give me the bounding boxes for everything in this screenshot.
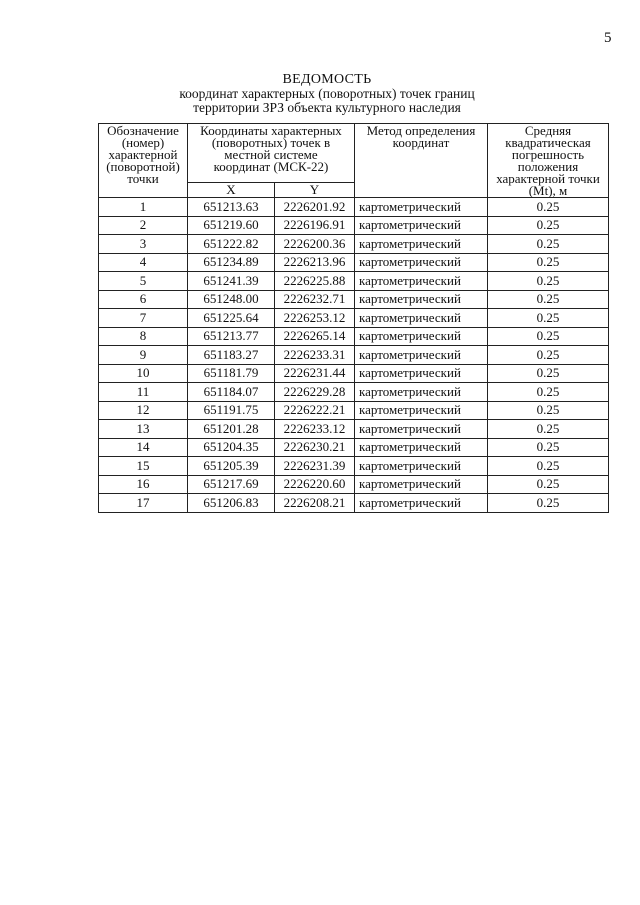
cell-coordinate-y: 2226230.21 [275, 438, 355, 457]
cell-method: картометрический [355, 346, 488, 365]
cell-point-number: 16 [99, 475, 188, 494]
cell-coordinate-x: 651201.28 [188, 420, 275, 439]
table-row [99, 327, 609, 346]
table-row [99, 253, 609, 272]
cell-coordinate-y: 2226225.88 [275, 272, 355, 291]
cell-coordinate-y: 2226233.12 [275, 420, 355, 439]
cell-method: картометрический [355, 309, 488, 328]
header-accuracy: Средняя квадратическая погрешность положения характерной точки (Mt), м [488, 124, 609, 198]
cell-coordinate-x: 651206.83 [188, 494, 275, 513]
cell-accuracy: 0.25 [488, 364, 609, 383]
table-row [99, 272, 609, 291]
cell-coordinate-x: 651234.89 [188, 253, 275, 272]
cell-point-number: 2 [99, 216, 188, 235]
table-row [99, 290, 609, 309]
cell-method: картометрический [355, 457, 488, 476]
cell-point-number: 8 [99, 327, 188, 346]
table-row [99, 364, 609, 383]
cell-accuracy: 0.25 [488, 327, 609, 346]
cell-accuracy: 0.25 [488, 438, 609, 457]
cell-point-number: 1 [99, 198, 188, 217]
cell-method: картометрический [355, 290, 488, 309]
document-title: ВЕДОМОСТЬ [282, 72, 372, 87]
document-subtitle-line-2: территории ЗРЗ объекта культурного наследия [193, 100, 461, 115]
cell-coordinate-x: 651184.07 [188, 383, 275, 402]
cell-coordinate-x: 651213.63 [188, 198, 275, 217]
cell-accuracy: 0.25 [488, 420, 609, 439]
cell-point-number: 7 [99, 309, 188, 328]
cell-point-number: 14 [99, 438, 188, 457]
cell-coordinate-y: 2226265.14 [275, 327, 355, 346]
cell-coordinate-y: 2226220.60 [275, 475, 355, 494]
cell-coordinate-y: 2226222.21 [275, 401, 355, 420]
cell-coordinate-x: 651213.77 [188, 327, 275, 346]
cell-method: картометрический [355, 253, 488, 272]
cell-method: картометрический [355, 401, 488, 420]
table-row [99, 235, 609, 254]
cell-method: картометрический [355, 216, 488, 235]
cell-point-number: 3 [99, 235, 188, 254]
cell-method: картометрический [355, 235, 488, 254]
header-y: Y [275, 183, 355, 198]
cell-coordinate-x: 651248.00 [188, 290, 275, 309]
document-heading [0, 73, 640, 115]
table-row [99, 494, 609, 513]
table-row [99, 420, 609, 439]
table-row [99, 383, 609, 402]
table-row [99, 401, 609, 420]
cell-coordinate-y: 2226208.21 [275, 494, 355, 513]
cell-coordinate-y: 2226231.39 [275, 457, 355, 476]
cell-coordinate-y: 2226196.91 [275, 216, 355, 235]
cell-coordinate-x: 651204.35 [188, 438, 275, 457]
document-subtitle-line-1: координат характерных (поворотных) точек границ [179, 86, 475, 101]
cell-coordinate-x: 651183.27 [188, 346, 275, 365]
cell-point-number: 15 [99, 457, 188, 476]
cell-point-number: 10 [99, 364, 188, 383]
table-row [99, 216, 609, 235]
cell-method: картометрический [355, 383, 488, 402]
cell-accuracy: 0.25 [488, 494, 609, 513]
cell-accuracy: 0.25 [488, 457, 609, 476]
cell-accuracy: 0.25 [488, 346, 609, 365]
header-method: Метод определения координат [355, 124, 488, 198]
cell-coordinate-x: 651241.39 [188, 272, 275, 291]
cell-method: картометрический [355, 420, 488, 439]
table-row [99, 198, 609, 217]
cell-accuracy: 0.25 [488, 475, 609, 494]
page-number: 5 [604, 30, 612, 46]
cell-coordinate-y: 2226201.92 [275, 198, 355, 217]
cell-method: картометрический [355, 272, 488, 291]
cell-point-number: 6 [99, 290, 188, 309]
table-body [99, 198, 609, 513]
cell-accuracy: 0.25 [488, 401, 609, 420]
cell-accuracy: 0.25 [488, 198, 609, 217]
cell-coordinate-x: 651205.39 [188, 457, 275, 476]
cell-point-number: 11 [99, 383, 188, 402]
header-point-designation: Обозначение (номер) характерной (поворотной) точки [99, 124, 188, 198]
table-row [99, 457, 609, 476]
table-row [99, 346, 609, 365]
cell-accuracy: 0.25 [488, 253, 609, 272]
table-row [99, 475, 609, 494]
cell-method: картометрический [355, 438, 488, 457]
cell-point-number: 17 [99, 494, 188, 513]
table-row [99, 309, 609, 328]
cell-coordinate-y: 2226231.44 [275, 364, 355, 383]
cell-point-number: 4 [99, 253, 188, 272]
cell-method: картометрический [355, 475, 488, 494]
cell-point-number: 12 [99, 401, 188, 420]
cell-coordinate-y: 2226200.36 [275, 235, 355, 254]
cell-coordinate-x: 651219.60 [188, 216, 275, 235]
cell-accuracy: 0.25 [488, 290, 609, 309]
cell-accuracy: 0.25 [488, 309, 609, 328]
cell-method: картометрический [355, 327, 488, 346]
cell-method: картометрический [355, 198, 488, 217]
cell-accuracy: 0.25 [488, 272, 609, 291]
cell-coordinate-y: 2226233.31 [275, 346, 355, 365]
cell-point-number: 13 [99, 420, 188, 439]
cell-coordinate-x: 651217.69 [188, 475, 275, 494]
cell-point-number: 9 [99, 346, 188, 365]
cell-accuracy: 0.25 [488, 235, 609, 254]
cell-accuracy: 0.25 [488, 216, 609, 235]
cell-coordinate-x: 651191.75 [188, 401, 275, 420]
cell-method: картометрический [355, 494, 488, 513]
table-row [99, 438, 609, 457]
cell-coordinate-x: 651222.82 [188, 235, 275, 254]
cell-coordinate-y: 2226253.12 [275, 309, 355, 328]
cell-accuracy: 0.25 [488, 383, 609, 402]
cell-coordinate-y: 2226229.28 [275, 383, 355, 402]
cell-method: картометрический [355, 364, 488, 383]
cell-coordinate-y: 2226213.96 [275, 253, 355, 272]
table-header-row [99, 124, 609, 183]
cell-coordinate-x: 651181.79 [188, 364, 275, 383]
cell-coordinate-y: 2226232.71 [275, 290, 355, 309]
cell-point-number: 5 [99, 272, 188, 291]
coordinates-table [98, 123, 609, 513]
header-x: X [188, 183, 275, 198]
header-coordinates: Координаты характерных (поворотных) точек в местной системе координат (МСК-22) [188, 124, 355, 183]
cell-coordinate-x: 651225.64 [188, 309, 275, 328]
